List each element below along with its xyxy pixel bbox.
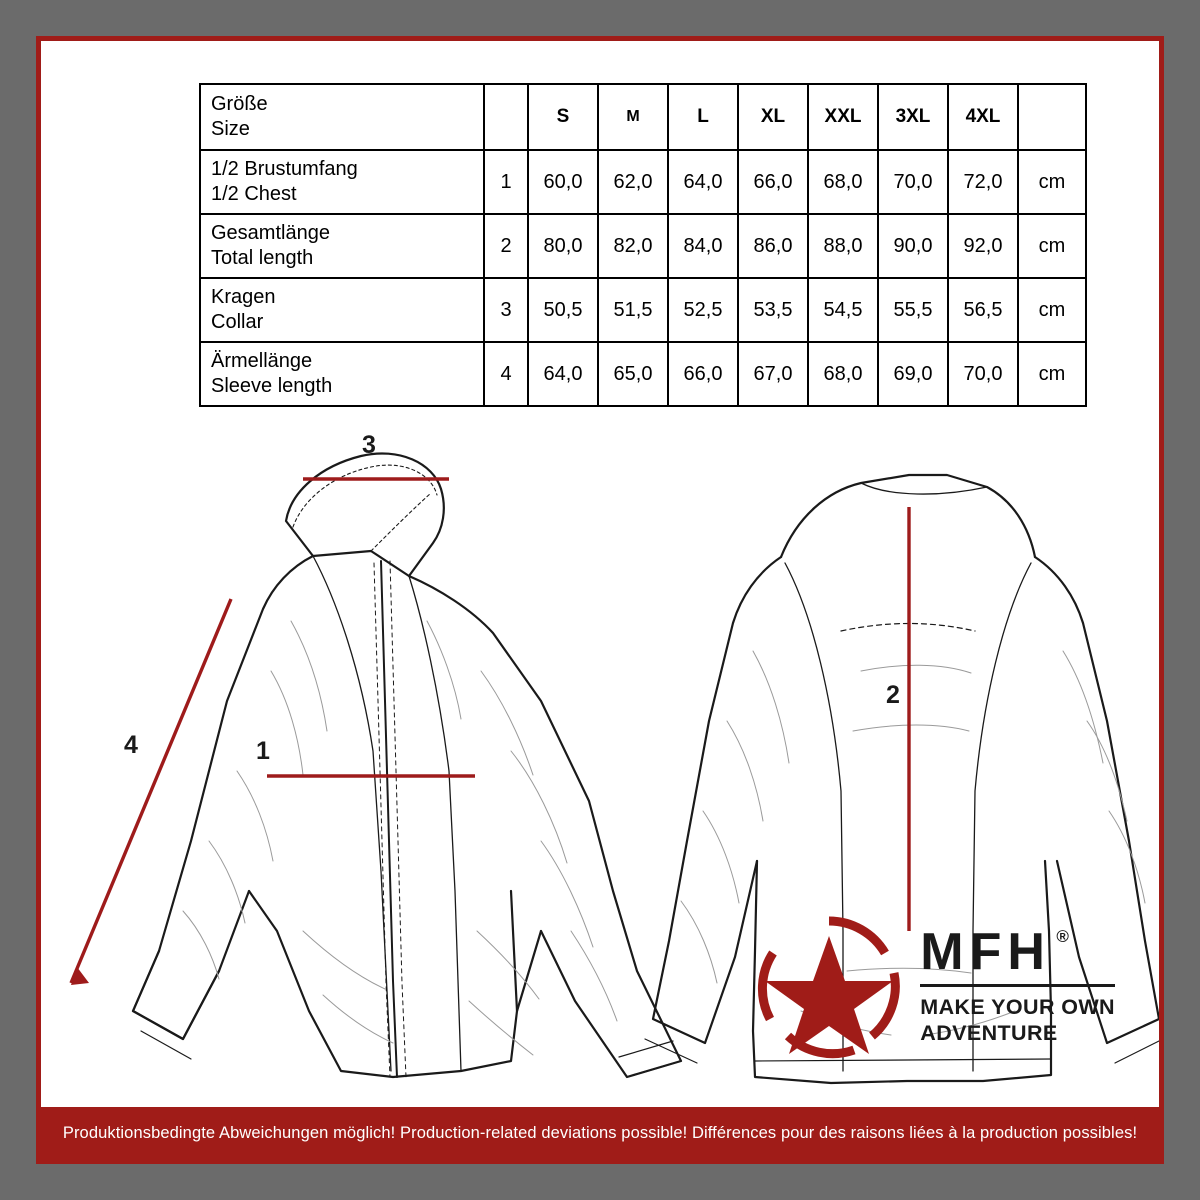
length-4xl: 92,0 bbox=[948, 214, 1018, 278]
collar-l: 52,5 bbox=[668, 278, 738, 342]
row-label-chest-de: 1/2 Brustumfang bbox=[211, 158, 358, 180]
header-size-xl: XL bbox=[738, 84, 808, 150]
mfh-logo bbox=[754, 911, 1115, 1061]
length-s: 80,0 bbox=[528, 214, 598, 278]
header-size-m: M bbox=[598, 84, 668, 150]
collar-4xl: 56,5 bbox=[948, 278, 1018, 342]
front-measure-labels bbox=[124, 431, 376, 765]
back-measure-labels bbox=[886, 681, 900, 709]
collar-xl: 53,5 bbox=[738, 278, 808, 342]
logo-tagline bbox=[920, 995, 1115, 1047]
size-table bbox=[199, 83, 1087, 407]
row-label-length-en: Total length bbox=[211, 247, 314, 269]
sleeve-l: 66,0 bbox=[668, 342, 738, 406]
logo-tagline-line2: ADVENTURE bbox=[920, 1020, 1058, 1045]
row-index-collar: 3 bbox=[484, 278, 528, 342]
length-l: 84,0 bbox=[668, 214, 738, 278]
header-size-label bbox=[200, 84, 484, 150]
table-row bbox=[200, 214, 1086, 278]
row-index-length: 2 bbox=[484, 214, 528, 278]
registered-mark: ® bbox=[1056, 926, 1069, 946]
header-index bbox=[484, 84, 528, 150]
front-jacket-illustration bbox=[133, 453, 681, 1077]
sleeve-3xl: 69,0 bbox=[878, 342, 948, 406]
sleeve-measure-line bbox=[71, 599, 231, 983]
header-unit bbox=[1018, 84, 1086, 150]
sleeve-xl: 67,0 bbox=[738, 342, 808, 406]
table-row bbox=[200, 150, 1086, 214]
sleeve-xxl: 68,0 bbox=[808, 342, 878, 406]
length-xl: 86,0 bbox=[738, 214, 808, 278]
chest-unit: cm bbox=[1018, 150, 1086, 214]
row-label-collar-en: Collar bbox=[211, 311, 264, 333]
row-label-chest-en: 1/2 Chest bbox=[211, 183, 297, 205]
chest-xxl: 68,0 bbox=[808, 150, 878, 214]
logo-divider bbox=[920, 984, 1115, 987]
row-index-sleeve: 4 bbox=[484, 342, 528, 406]
length-xxl: 88,0 bbox=[808, 214, 878, 278]
collar-3xl: 55,5 bbox=[878, 278, 948, 342]
logo-brand bbox=[920, 922, 1069, 981]
row-label-collar bbox=[200, 278, 484, 342]
sleeve-m: 65,0 bbox=[598, 342, 668, 406]
row-label-sleeve-de: Ärmellänge bbox=[211, 350, 313, 372]
length-unit: cm bbox=[1018, 214, 1086, 278]
row-label-chest bbox=[200, 150, 484, 214]
collar-s: 50,5 bbox=[528, 278, 598, 342]
chest-xl: 66,0 bbox=[738, 150, 808, 214]
table-header-row bbox=[200, 84, 1086, 150]
logo-tagline-line1: MAKE YOUR OWN bbox=[920, 994, 1115, 1019]
chest-s: 60,0 bbox=[528, 150, 598, 214]
header-size-xxl: XXL bbox=[808, 84, 878, 150]
footer-note: Produktionsbedingte Abweichungen möglich! Production-related deviations possible! Différences pour des raisons liées à la production possibles! bbox=[41, 1107, 1159, 1159]
header-size-4xl: 4XL bbox=[948, 84, 1018, 150]
sleeve-unit: cm bbox=[1018, 342, 1086, 406]
logo-brand-text: MFH bbox=[920, 922, 1051, 981]
table-row bbox=[200, 278, 1086, 342]
header-size-3xl: 3XL bbox=[878, 84, 948, 150]
chest-m: 62,0 bbox=[598, 150, 668, 214]
row-label-collar-de: Kragen bbox=[211, 286, 276, 308]
row-label-length bbox=[200, 214, 484, 278]
row-label-sleeve-en: Sleeve length bbox=[211, 375, 333, 397]
collar-xxl: 54,5 bbox=[808, 278, 878, 342]
chest-4xl: 72,0 bbox=[948, 150, 1018, 214]
header-size-de: Größe bbox=[211, 93, 268, 115]
white-canvas bbox=[41, 41, 1159, 1107]
chest-l: 64,0 bbox=[668, 150, 738, 214]
length-3xl: 90,0 bbox=[878, 214, 948, 278]
label-collar: 3 bbox=[362, 431, 376, 459]
row-label-length-de: Gesamtlänge bbox=[211, 222, 330, 244]
collar-m: 51,5 bbox=[598, 278, 668, 342]
header-size-en: Size bbox=[211, 118, 250, 140]
star-icon bbox=[754, 911, 904, 1061]
header-size-l: L bbox=[668, 84, 738, 150]
logo-text-block bbox=[920, 922, 1115, 1047]
label-total-length: 2 bbox=[886, 681, 900, 709]
sleeve-4xl: 70,0 bbox=[948, 342, 1018, 406]
header-size-s: S bbox=[528, 84, 598, 150]
collar-unit: cm bbox=[1018, 278, 1086, 342]
row-index-chest: 1 bbox=[484, 150, 528, 214]
red-frame bbox=[36, 36, 1164, 1164]
label-sleeve: 4 bbox=[124, 731, 138, 759]
label-chest: 1 bbox=[256, 737, 270, 765]
length-m: 82,0 bbox=[598, 214, 668, 278]
chest-3xl: 70,0 bbox=[878, 150, 948, 214]
sleeve-s: 64,0 bbox=[528, 342, 598, 406]
